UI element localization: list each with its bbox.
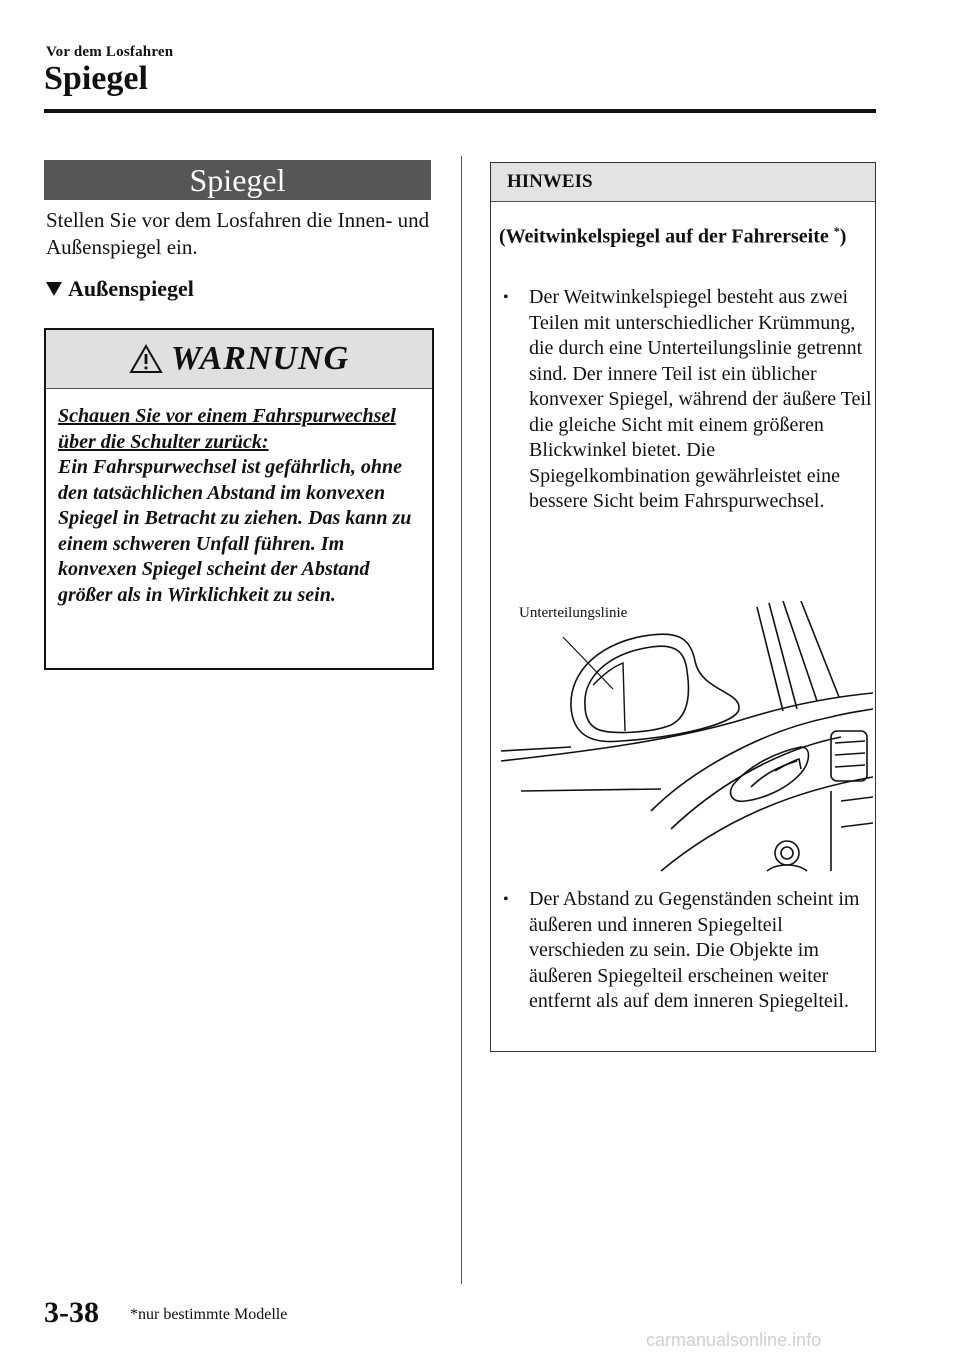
header-rule — [44, 109, 876, 113]
sub-heading — [46, 276, 194, 302]
warning-text: Ein Fahrspurwechsel ist gefährlich, ohne den tatsächlichen Abstand im konvexen Spiegel in Betracht zu ziehen. Das kann zu einem schweren Unfall führen. Im konvexen Spiegel scheint der Abstand größer als in Wirklichkeit zu sein. — [58, 456, 412, 606]
figure-label: Unterteilungslinie — [519, 605, 628, 621]
warning-box — [44, 328, 434, 670]
intro-text: Stellen Sie vor dem Losfahren die Innen- und Außenspiegel ein. — [46, 208, 430, 259]
note-subtitle-close: ) — [839, 225, 847, 248]
section-banner: Spiegel — [44, 160, 431, 200]
watermark: carmanualsonline.info — [646, 1330, 822, 1350]
column-divider — [461, 156, 462, 1284]
bullet-text: Der Abstand zu Gegenständen scheint im äußeren und inneren Spiegelteil verschieden zu sein. Die Objekte im äußeren Spiegelteil erscheinen weiter entfernt als auf dem inneren Spiegelteil. — [529, 888, 860, 1012]
triangle-down-icon — [46, 282, 62, 296]
mirror-drawing — [501, 601, 873, 885]
page-number: 3-38 — [44, 1296, 99, 1329]
warning-subject: Schauen Sie vor einem Fahrspurwechsel über die Schulter zurück: — [58, 405, 396, 453]
page-title: Spiegel — [44, 60, 148, 97]
warning-header — [46, 330, 432, 389]
note-label: HINWEIS — [507, 171, 593, 192]
note-box — [490, 162, 876, 1052]
warning-triangle-icon — [129, 344, 163, 374]
bullet-text: Der Weitwinkelspiegel besteht aus zwei Teilen mit unterschiedlicher Krümmung, die durch eine Unterteilungslinie getrennt sind. Der innere Teil ist ein üblicher konvexer Spiegel, während der äußere Teil die gleiche Sicht mit einem größeren Blickwinkel bietet. Die Spiegelkombination gewährleistet eine bessere Sicht beim Fahrspurwechsel. — [529, 286, 872, 512]
mirror-illustration — [501, 601, 873, 885]
bullet-icon: • — [503, 891, 509, 908]
note-header — [491, 163, 875, 202]
header-section-label: Vor dem Losfahren — [46, 44, 174, 60]
warning-label: WARNUNG — [170, 340, 350, 377]
note-subtitle — [499, 219, 869, 250]
sub-heading-text: Außenspiegel — [68, 276, 194, 301]
warning-body — [58, 404, 428, 608]
footer-note: *nur bestimmte Modelle — [130, 1306, 288, 1323]
note-subtitle-text: (Weitwinkelspiegel auf der Fahrerseite — [499, 225, 829, 248]
bullet-icon: • — [503, 289, 509, 306]
note-subtitle-mark: * — [833, 224, 840, 238]
